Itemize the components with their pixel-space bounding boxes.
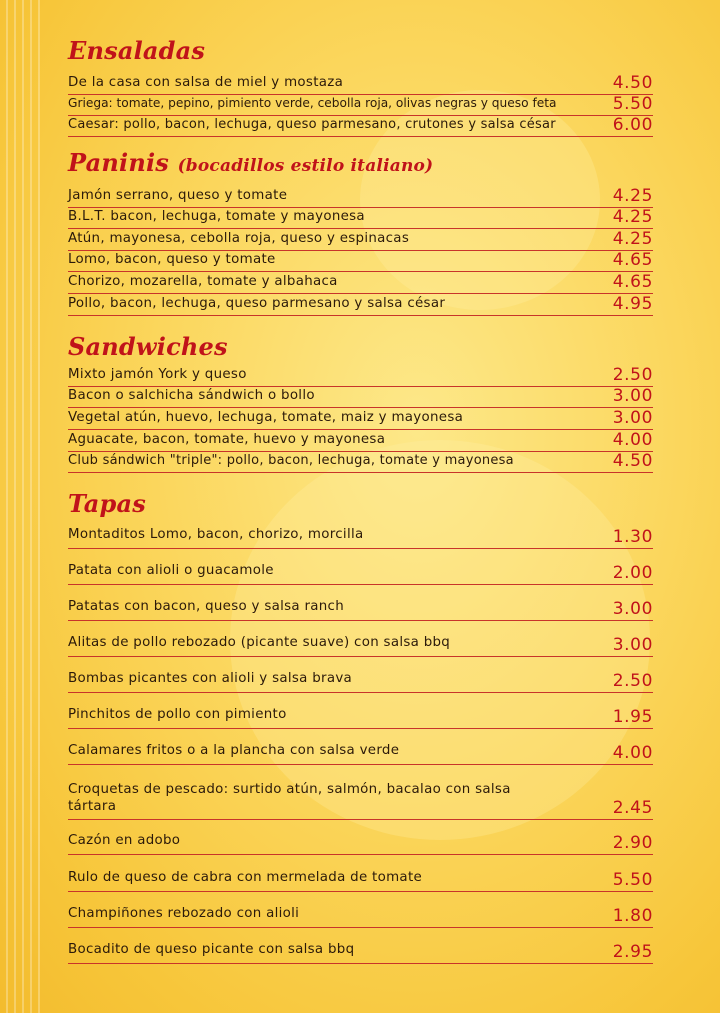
item-price: 3.00	[612, 635, 653, 655]
item-name: Champiñones rebozado con alioli	[68, 906, 300, 921]
item-name: Vegetal atún, huevo, lechuga, tomate, maiz y mayonesa	[68, 410, 464, 425]
item-name: Aguacate, bacon, tomate, huevo y mayonesa	[68, 432, 386, 447]
section-title-ensaladas: Ensaladas	[68, 36, 206, 65]
menu-item	[68, 728, 653, 765]
menu-item	[68, 927, 653, 964]
menu-item	[68, 656, 653, 693]
menu-item	[68, 293, 653, 316]
item-name: Chorizo, mozarella, tomate y albahaca	[68, 274, 338, 289]
menu-item	[68, 70, 653, 95]
item-price: 5.50	[612, 94, 653, 114]
item-price: 2.90	[612, 833, 653, 853]
item-price: 4.00	[612, 430, 653, 450]
menu-item	[68, 692, 653, 729]
item-name: Bombas picantes con alioli y salsa brava	[68, 671, 353, 686]
menu-item	[68, 271, 653, 294]
section-title-paninis: Paninis (bocadillos estilo italiano)	[68, 148, 434, 177]
item-name: Calamares fritos o a la plancha con salsa verde	[68, 743, 400, 758]
item-name: De la casa con salsa de miel y mostaza	[68, 75, 344, 90]
menu-item	[68, 548, 653, 585]
menu-item	[68, 183, 653, 208]
menu-item	[68, 764, 653, 820]
menu-item	[68, 207, 653, 229]
item-name: Mixto jamón York y queso	[68, 367, 247, 382]
item-name: Pinchitos de pollo con pimiento	[68, 707, 287, 722]
item-price: 4.65	[612, 272, 653, 292]
item-name: Rulo de queso de cabra con mermelada de tomate	[68, 870, 423, 885]
section-subtitle: (bocadillos estilo italiano)	[177, 156, 434, 176]
item-price: 6.00	[612, 115, 653, 135]
item-name: Lomo, bacon, queso y tomate	[68, 252, 276, 267]
item-price: 4.65	[612, 250, 653, 270]
decorative-stripes	[0, 0, 50, 1013]
item-price: 2.50	[612, 671, 653, 691]
item-price: 2.50	[612, 365, 653, 385]
item-name: Bacon o salchicha sándwich o bollo	[68, 388, 315, 403]
item-price: 2.00	[612, 563, 653, 583]
item-name: Atún, mayonesa, cebolla roja, queso y espinacas	[68, 231, 410, 246]
item-price: 4.25	[612, 186, 653, 206]
menu-item	[68, 386, 653, 408]
menu-item	[68, 451, 653, 473]
menu-item	[68, 407, 653, 430]
menu-item	[68, 584, 653, 621]
item-price: 1.80	[612, 906, 653, 926]
item-price: 1.30	[612, 527, 653, 547]
item-price: 5.50	[612, 870, 653, 890]
menu-item	[68, 429, 653, 452]
item-name: Griega: tomate, pepino, pimiento verde, cebolla roja, olivas negras y queso feta	[68, 96, 557, 110]
menu-item	[68, 620, 653, 657]
item-name: Cazón en adobo	[68, 833, 181, 848]
item-price: 1.95	[612, 707, 653, 727]
section-title-tapas: Tapas	[68, 489, 146, 518]
item-price: 2.95	[612, 942, 653, 962]
item-price: 3.00	[612, 386, 653, 406]
item-price: 3.00	[612, 599, 653, 619]
item-price: 4.50	[612, 451, 653, 471]
menu-item	[68, 250, 653, 272]
item-price: 4.95	[612, 294, 653, 314]
item-name: Jamón serrano, queso y tomate	[68, 188, 288, 203]
item-price: 3.00	[612, 408, 653, 428]
menu-item	[68, 94, 653, 116]
item-price: 4.50	[612, 73, 653, 93]
item-price: 2.45	[612, 798, 653, 818]
menu-item	[68, 228, 653, 251]
menu-item	[68, 362, 653, 387]
item-name: Alitas de pollo rebozado (picante suave) con salsa bbq	[68, 635, 451, 650]
item-name: Club sándwich "triple": pollo, bacon, lechuga, tomate y mayonesa	[68, 453, 514, 468]
item-price: 4.25	[612, 207, 653, 227]
menu-item	[68, 854, 653, 892]
menu-item	[68, 520, 653, 549]
item-name: B.L.T. bacon, lechuga, tomate y mayonesa	[68, 209, 365, 224]
item-name: Croquetas de pescado: surtido atún, salmón, bacalao con salsa tártara	[68, 782, 511, 814]
item-name: Pollo, bacon, lechuga, queso parmesano y salsa césar	[68, 296, 446, 311]
item-price: 4.25	[612, 229, 653, 249]
item-price: 4.00	[612, 743, 653, 763]
menu-item	[68, 891, 653, 928]
item-name: Patatas con bacon, queso y salsa ranch	[68, 599, 345, 614]
menu-item	[68, 819, 653, 855]
item-name: Caesar: pollo, bacon, lechuga, queso parmesano, crutones y salsa césar	[68, 117, 556, 132]
item-name: Bocadito de queso picante con salsa bbq	[68, 942, 355, 957]
menu-item	[68, 115, 653, 137]
item-name: Patata con alioli o guacamole	[68, 563, 274, 578]
item-name: Montaditos Lomo, bacon, chorizo, morcilla	[68, 527, 364, 542]
section-title-sandwiches: Sandwiches	[68, 332, 228, 361]
